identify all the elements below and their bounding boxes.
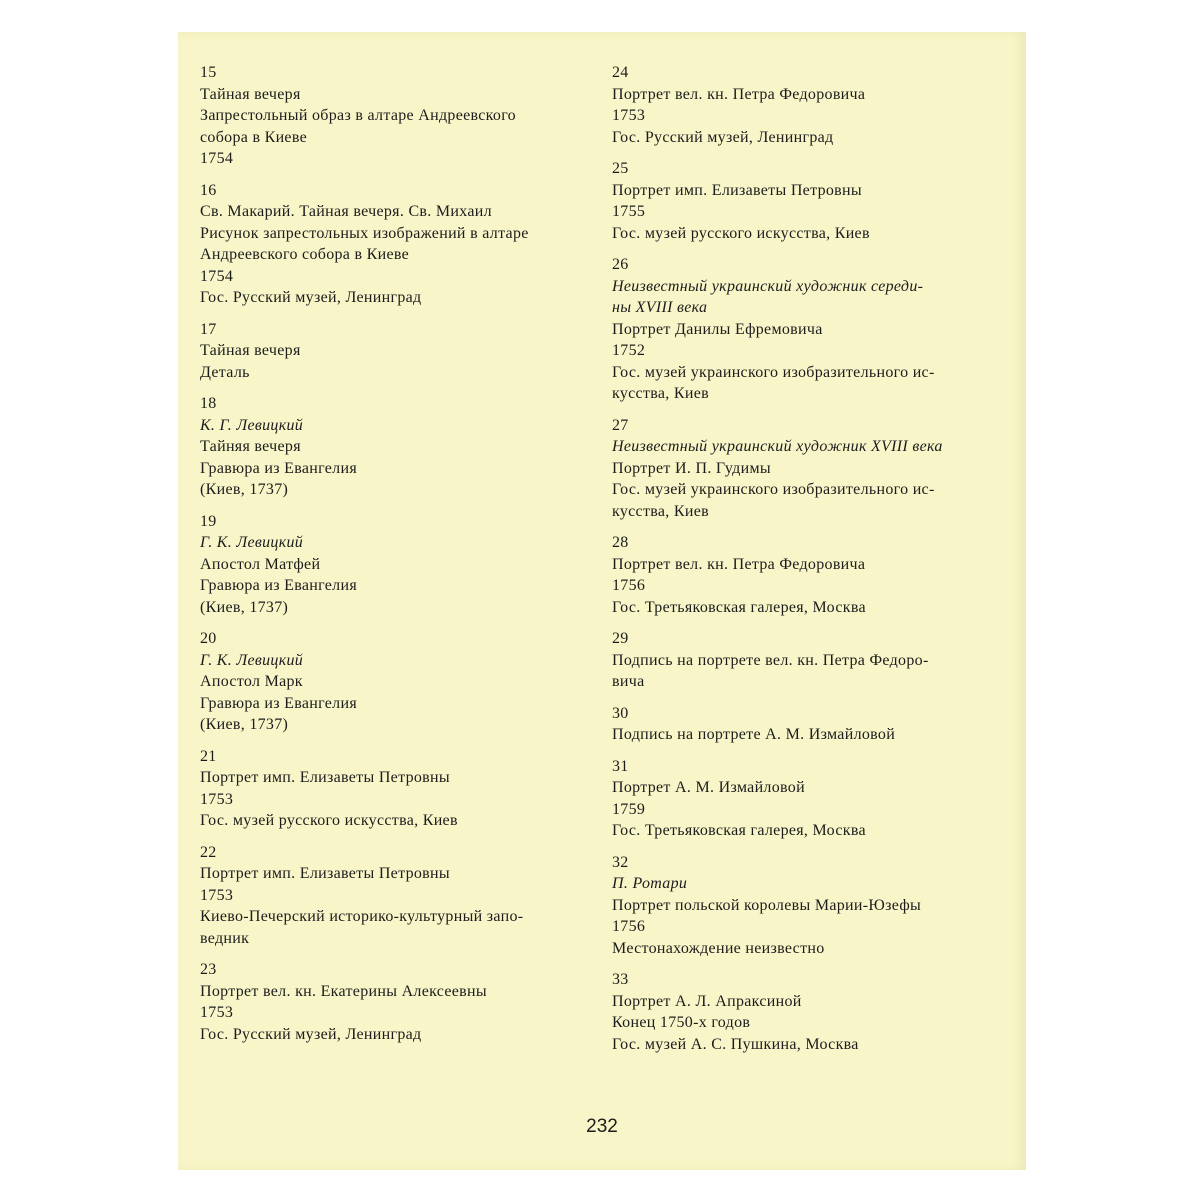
entry-line: Тайная вечеря xyxy=(200,342,301,359)
entry-line: Гос. музей украинского изобразительного ис- xyxy=(612,363,935,381)
entry-line: 1756 xyxy=(612,577,646,594)
catalog-entry xyxy=(612,756,996,842)
entry-line: Гравюра из Евангелия xyxy=(200,694,357,712)
entry-line: 1753 xyxy=(200,1004,234,1021)
entry-line: Тайняя вечеря xyxy=(200,438,301,455)
catalog-entry xyxy=(612,254,996,405)
catalog-entry xyxy=(200,842,592,950)
entry-line: Тайная вечеря xyxy=(200,85,301,103)
entry-line: Портрет вел. кн. Петра Федоровича xyxy=(612,555,866,573)
entry-number: 15 xyxy=(200,64,217,81)
entry-number: 28 xyxy=(612,534,629,551)
entry-line: Деталь xyxy=(200,363,250,381)
entry-number: 19 xyxy=(200,512,217,530)
entry-number: 24 xyxy=(612,64,629,81)
entry-line: Портрет имп. Елизаветы Петровны xyxy=(612,181,862,199)
entry-number: 31 xyxy=(612,757,629,775)
entry-line: Гос. музей русского искусства, Киев xyxy=(200,812,458,829)
entry-line: Запрестольный образ в алтаре Андреевского xyxy=(200,107,516,124)
entry-number: 26 xyxy=(612,256,629,273)
entry-line: (Киев, 1737) xyxy=(200,481,289,498)
entry-author: Неизвестный украинский художник XVIII века xyxy=(612,438,943,455)
entry-line: Гос. Русский музей, Ленинград xyxy=(200,289,422,306)
entry-line: Портрет А. М. Измайловой xyxy=(612,779,805,796)
entry-line: Портрет Данилы Ефремовича xyxy=(612,320,823,338)
entry-line: 1756 xyxy=(612,918,646,935)
entry-line: Апостол Матфей xyxy=(200,555,321,573)
entry-line: 1759 xyxy=(612,800,646,818)
entry-line: 1754 xyxy=(200,267,234,285)
entry-line: Подпись на портрете А. М. Измайловой xyxy=(612,726,896,743)
entry-line: Гравюра из Евангелия xyxy=(200,459,357,477)
page-number: 232 xyxy=(586,1116,618,1137)
entry-author: П. Ротари xyxy=(612,875,688,892)
catalog-entry xyxy=(200,511,592,619)
entry-line: (Киев, 1737) xyxy=(200,716,289,733)
entry-line: Портрет вел. кн. Петра Федоровича xyxy=(612,85,866,103)
entry-line: Подпись на портрете вел. кн. Петра Федоро- xyxy=(612,651,929,669)
entry-line: Портрет И. П. Гудимы xyxy=(612,459,771,477)
entry-line: Гос. музей украинского изобразительного ис- xyxy=(612,481,935,498)
entry-line: Портрет вел. кн. Екатерины Алексеевны xyxy=(200,982,487,1000)
catalog-entry xyxy=(200,62,592,170)
entry-author: К. Г. Левицкий xyxy=(200,416,304,434)
entry-author: Неизвестный украинский художник середи- ны XVIII века xyxy=(612,277,924,316)
entry-line: Конец 1750-х годов xyxy=(612,1014,751,1031)
entry-line: (Киев, 1737) xyxy=(200,598,289,616)
catalog-entry xyxy=(200,319,592,384)
entry-line: Местонахождение неизвестно xyxy=(612,939,825,957)
entry-line: Портрет имп. Елизаветы Петровны xyxy=(200,769,450,786)
entry-line: Портрет польской королевы Марии-Юзефы xyxy=(612,896,922,914)
entry-line: Андреевского собора в Киеве xyxy=(200,246,410,263)
catalog-entry xyxy=(200,180,592,309)
entry-number: 27 xyxy=(612,416,629,434)
entry-line: вича xyxy=(612,673,645,690)
entry-number: 25 xyxy=(612,160,629,177)
entry-line: собора в Киеве xyxy=(200,128,307,146)
entry-line: кусства, Киев xyxy=(612,385,709,402)
entry-number: 17 xyxy=(200,320,217,338)
catalog-entry xyxy=(200,393,592,501)
entry-line: 1753 xyxy=(200,790,234,808)
catalog-entry xyxy=(200,628,592,736)
right-column xyxy=(612,62,996,1065)
entry-author: Г. К. Левицкий xyxy=(200,651,304,669)
catalog-entry xyxy=(612,628,996,693)
entry-line: Св. Макарий. Тайная вечеря. Св. Михаил xyxy=(200,203,492,220)
entry-number: 16 xyxy=(200,181,217,199)
entry-line: 1753 xyxy=(612,107,646,124)
entry-line: Апостол Марк xyxy=(200,673,303,690)
entry-number: 33 xyxy=(612,971,629,988)
entry-line: 1754 xyxy=(200,150,234,167)
entry-author: Г. К. Левицкий xyxy=(200,534,304,551)
entry-line: Киево-Печерский историко-культурный запо- xyxy=(200,908,524,925)
entry-number: 32 xyxy=(612,853,629,871)
left-column xyxy=(200,62,592,1055)
catalog-entry xyxy=(612,62,996,148)
entry-line: 1753 xyxy=(200,886,234,904)
entry-line: Гос. Третьяковская галерея, Москва xyxy=(612,598,866,616)
entry-line: Гос. Русский музей, Ленинград xyxy=(612,128,834,146)
entry-number: 21 xyxy=(200,747,217,765)
catalog-entry xyxy=(612,532,996,618)
entry-line: Портрет имп. Елизаветы Петровны xyxy=(200,865,450,882)
catalog-entry xyxy=(612,852,996,960)
book-page xyxy=(178,32,1026,1170)
entry-number: 22 xyxy=(200,843,217,861)
catalog-entry xyxy=(612,415,996,523)
entry-line: Портрет А. Л. Апраксиной xyxy=(612,992,802,1010)
entry-line: 1752 xyxy=(612,342,646,359)
entry-number: 20 xyxy=(200,630,217,647)
catalog-entry xyxy=(612,969,996,1055)
entry-number: 30 xyxy=(612,704,629,722)
catalog-entry xyxy=(200,959,592,1045)
entry-line: Гос. музей русского искусства, Киев xyxy=(612,224,870,242)
entry-line: ведник xyxy=(200,929,250,947)
entry-line: кусства, Киев xyxy=(612,502,709,520)
entry-line: Гравюра из Евангелия xyxy=(200,577,357,594)
entry-line: Рисунок запрестольных изображений в алтаре xyxy=(200,224,529,242)
catalog-entry xyxy=(612,703,996,746)
entry-number: 29 xyxy=(612,630,629,647)
entry-line: Гос. Третьяковская галерея, Москва xyxy=(612,822,866,839)
entry-number: 18 xyxy=(200,395,217,412)
entry-line: Гос. музей А. С. Пушкина, Москва xyxy=(612,1035,859,1053)
entry-line: 1755 xyxy=(612,203,646,220)
catalog-entry xyxy=(612,158,996,244)
entry-number: 23 xyxy=(200,961,217,978)
entry-line: Гос. Русский музей, Ленинград xyxy=(200,1025,422,1043)
catalog-entry xyxy=(200,746,592,832)
